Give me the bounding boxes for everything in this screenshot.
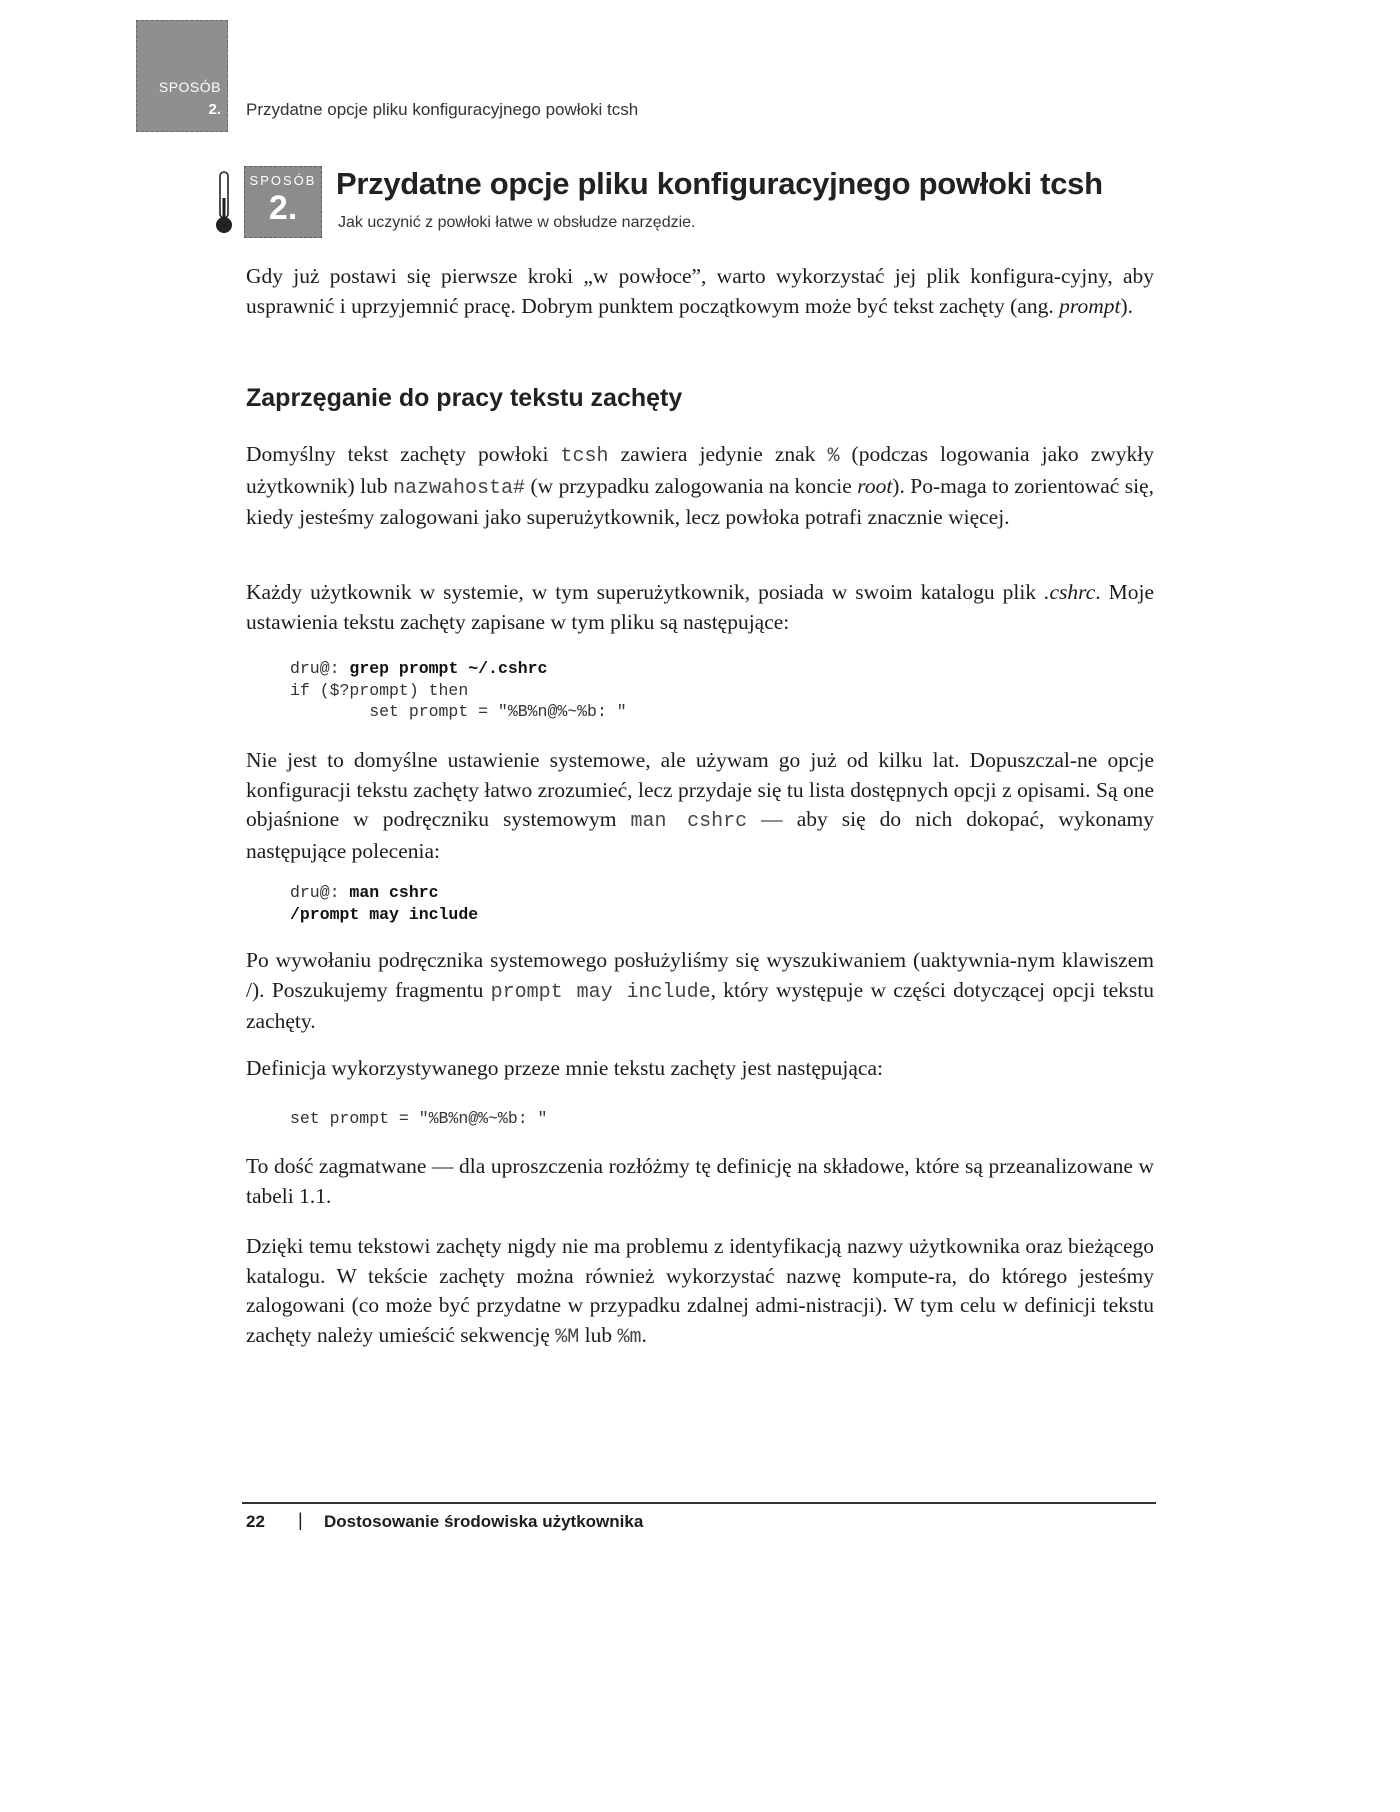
- code-prompt: dru@:: [290, 659, 350, 678]
- hack-title: Przydatne opcje pliku konfiguracyjnego powłoki tcsh: [336, 166, 1103, 201]
- text-run: .: [641, 1322, 647, 1347]
- section-heading: Zaprzęganie do pracy tekstu zachęty: [246, 384, 683, 412]
- hack-number-box: [244, 166, 322, 238]
- inline-code: tcsh: [560, 445, 609, 468]
- text-run: . Moje ustawienia tekstu zachęty zapisane w tym pliku są następujące:: [246, 580, 1154, 634]
- text-run: , który występuje w części dotyczącej opcji tekstu zachęty.: [246, 977, 1154, 1033]
- hack-box-number: 2.: [268, 189, 298, 227]
- chapter-tab: [136, 20, 228, 132]
- thermometer-icon: [214, 170, 234, 236]
- inline-code: %: [827, 445, 840, 468]
- inline-code: man cshrc: [630, 810, 748, 833]
- text-run: Każdy użytkownik w systemie, w tym superużytkownik, posiada w swoim katalogu plik: [246, 580, 1045, 604]
- hack-box-label: SPOSÓB: [249, 173, 317, 188]
- paragraph-default-prompt: [246, 440, 1154, 533]
- code-block-man: [290, 882, 478, 925]
- chapter-tab-label: SPOSÓB: [158, 79, 221, 95]
- running-head: Przydatne opcje pliku konfiguracyjnego powłoki tcsh: [246, 100, 639, 119]
- text-run: Domyślny tekst zachęty powłoki: [246, 442, 561, 466]
- text-run: zawiera jedynie znak: [608, 442, 828, 466]
- inline-code: %M: [555, 1325, 580, 1349]
- code-line: set prompt = "%B%n@%~%b: ": [290, 702, 627, 721]
- paragraph-table-ref: To dość zagmatwane — dla uproszczenia rozłóżmy tę definicję na składowe, które są przeanalizowane w tabeli 1.1.: [246, 1154, 1154, 1208]
- paragraph-man-page: [246, 746, 1154, 866]
- text-run: ). Po-maga to zorientować się, kiedy jesteśmy zalogowani jako superużytkownik, lecz powłoka potrafi znacznie więcej.: [246, 473, 1154, 529]
- paragraph-intro: [246, 262, 1154, 321]
- text-run: Po wywołaniu podręcznika systemowego posłużyliśmy się wyszukiwaniem (uaktywnia-nym klawiszem /). Poszukujemy fragmentu: [246, 948, 1154, 1002]
- paragraph-definition: Definicja wykorzystywanego przeze mnie tekstu zachęty jest następująca:: [246, 1056, 883, 1080]
- code-prompt: dru@:: [290, 883, 350, 902]
- paragraph-search: [246, 946, 1154, 1037]
- footer-separator: |: [298, 1510, 303, 1530]
- paragraph-cshrc: [246, 578, 1154, 637]
- code-block-set-prompt: set prompt = "%B%n@%~%b: ": [290, 1109, 548, 1128]
- text-run: Nie jest to domyślne ustawienie systemowe, ale używam go już od kilku lat. Dopuszczal-ne opcje konfiguracji tekstu zachęty łatwo zrozumieć, lecz przydaje się tu lista dostępnych opcji z opisami. Są one objaśnione w podręczniku systemowym: [246, 748, 1154, 831]
- inline-code: prompt may include: [490, 980, 711, 1004]
- inline-code: nazwahosta#: [393, 476, 526, 500]
- text-run: ).: [1120, 293, 1134, 318]
- emphasis: root: [857, 473, 893, 498]
- chapter-tab-number: 2.: [208, 101, 221, 118]
- code-command: man cshrc: [349, 883, 439, 902]
- footer-chapter-title: Dostosowanie środowiska użytkownika: [324, 1512, 644, 1531]
- text-run: — aby się do nich dokopać, wykonamy następujące polecenia:: [246, 807, 1154, 863]
- inline-code: %m: [617, 1325, 642, 1349]
- text-run: Gdy już postawi się pierwsze kroki „w powłoce”, warto wykorzystać jej plik konfigura-cyjny, aby usprawnić i uprzyjemnić pracę. Dobrym punktem początkowym może być tekst zachęty (ang.: [246, 264, 1154, 318]
- page-number: 22: [246, 1512, 265, 1531]
- code-command: /prompt may include: [290, 904, 479, 924]
- code-block-grep: [290, 658, 627, 723]
- code-line: if ($?prompt) then: [290, 680, 469, 700]
- emphasis: prompt: [1059, 293, 1121, 318]
- emphasis: .cshrc: [1044, 580, 1096, 604]
- paragraph-hostname: [246, 1232, 1154, 1352]
- hack-subtitle: Jak uczynić z powłoki łatwe w obsłudze narzędzie.: [338, 214, 696, 231]
- text-run: lub: [579, 1322, 618, 1347]
- text-run: (podczas logowania jako zwykły użytkownik) lub: [246, 442, 1154, 498]
- text-run: (w przypadku zalogowania na koncie: [525, 473, 858, 498]
- code-command: grep prompt ~/.cshrc: [349, 659, 548, 678]
- footer-rule: [242, 1502, 1156, 1504]
- text-run: Dzięki temu tekstowi zachęty nigdy nie ma problemu z identyfikacją nazwy użytkownika oraz bieżącego katalogu. W tekście zachęty można również wykorzystać nazwę kompute-ra, do którego jesteśmy zalogowani (co może być przydatne w przypadku zdalnej admi-nistracji). W tym celu w definicji tekstu zachęty należy umieścić sekwencję: [246, 1234, 1154, 1347]
